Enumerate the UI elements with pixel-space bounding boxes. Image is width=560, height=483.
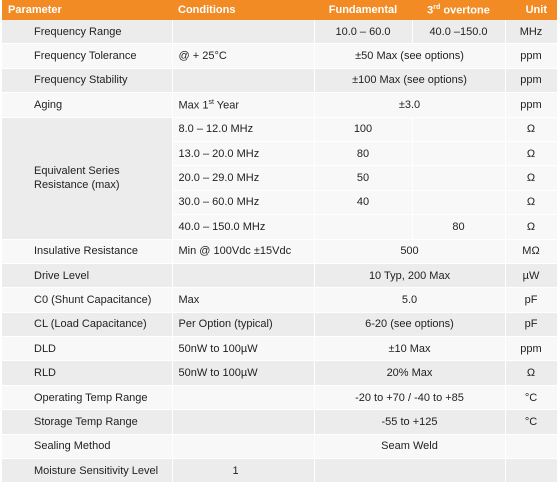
row-cond: Min @ 100Vdc ±15Vdc [172, 239, 314, 263]
header-row [2, 0, 557, 20]
overtone-number: 3 [427, 4, 434, 17]
row-value: ±100 Max (see options) [314, 68, 505, 92]
aging-cond-sup: st [208, 98, 214, 106]
header-unit: Unit [505, 0, 557, 20]
row-unit: ppm [505, 68, 557, 92]
row-param: RLD [2, 361, 172, 385]
row-param: Equivalent Series Resistance (max) [2, 117, 172, 239]
row-value: 20% Max [314, 361, 505, 385]
row-cond [172, 68, 314, 92]
esr-fund: 40 [314, 190, 412, 214]
esr-cond: 40.0 – 150.0 MHz [172, 215, 314, 239]
esr-cond: 20.0 – 29.0 MHz [172, 166, 314, 190]
header-conditions: Conditions [172, 0, 314, 20]
row-cond: Max [172, 288, 314, 312]
row-unit: ppm [505, 44, 557, 68]
esr-fund: 100 [314, 117, 412, 141]
row-value: ±3.0 [314, 93, 505, 117]
esr-over: 80 [412, 215, 505, 239]
esr-unit: Ω [505, 215, 557, 239]
header-fundamental: Fundamental [314, 0, 412, 20]
table-row [2, 385, 557, 409]
row-param: Frequency Stability [2, 68, 172, 92]
row-param: Frequency Tolerance [2, 44, 172, 68]
row-param: C0 (Shunt Capacitance) [2, 288, 172, 312]
spec-table [2, 0, 558, 483]
esr-unit: Ω [505, 190, 557, 214]
row-cond [172, 434, 314, 458]
table-row [2, 288, 557, 312]
row-unit: Ω [505, 361, 557, 385]
row-value: -55 to +125 [314, 410, 505, 434]
row-value [314, 459, 505, 483]
row-cond: 1 [172, 459, 314, 483]
row-param: Aging [2, 93, 172, 117]
table-row [2, 361, 557, 385]
row-param: Operating Temp Range [2, 385, 172, 409]
row-value: ±50 Max (see options) [314, 44, 505, 68]
row-cond: 50nW to 100µW [172, 361, 314, 385]
row-unit: °C [505, 385, 557, 409]
row-param: Insulative Resistance [2, 239, 172, 263]
aging-cond-post: Year [213, 99, 240, 112]
table-row [2, 459, 557, 483]
row-param: Storage Temp Range [2, 410, 172, 434]
table-row [2, 20, 557, 44]
row-value: 500 [314, 239, 505, 263]
row-value: Seam Weld [314, 434, 505, 458]
row-cond [172, 263, 314, 287]
row-unit: pF [505, 312, 557, 336]
row-param: Sealing Method [2, 434, 172, 458]
esr-unit: Ω [505, 117, 557, 141]
overtone-word: overtone [440, 4, 490, 17]
row-unit [505, 434, 557, 458]
overtone-suffix: rd [433, 3, 441, 11]
row-unit: ppm [505, 93, 557, 117]
row-value: 6-20 (see options) [314, 312, 505, 336]
esr-unit: Ω [505, 141, 557, 165]
esr-cond: 13.0 – 20.0 MHz [172, 141, 314, 165]
esr-unit: Ω [505, 166, 557, 190]
row-unit: µW [505, 263, 557, 287]
row-value: 5.0 [314, 288, 505, 312]
row-cond: @ + 25°C [172, 44, 314, 68]
esr-over [412, 117, 505, 141]
row-param: DLD [2, 337, 172, 361]
row-cond [172, 410, 314, 434]
row-cond: 50nW to 100µW [172, 337, 314, 361]
row-param: Moisture Sensitivity Level [2, 459, 172, 483]
row-unit: MHz [505, 20, 557, 44]
esr-fund [314, 215, 412, 239]
row-cond [172, 385, 314, 409]
table-row [2, 312, 557, 336]
header-overtone [412, 0, 505, 20]
row-value: ±10 Max [314, 337, 505, 361]
row-value: 10 Typ, 200 Max [314, 263, 505, 287]
esr-cond: 30.0 – 60.0 MHz [172, 190, 314, 214]
row-unit: °C [505, 410, 557, 434]
row-value: -20 to +70 / -40 to +85 [314, 385, 505, 409]
esr-over [412, 166, 505, 190]
aging-cond-text: Max 1 [178, 99, 209, 112]
esr-over [412, 141, 505, 165]
row-param: Drive Level [2, 263, 172, 287]
table-row [2, 410, 557, 434]
row-unit: ppm [505, 337, 557, 361]
table-row [2, 93, 557, 117]
row-unit: pF [505, 288, 557, 312]
table-row [2, 337, 557, 361]
row-unit [505, 459, 557, 483]
esr-cond: 8.0 – 12.0 MHz [172, 117, 314, 141]
table-row [2, 263, 557, 287]
table-row [2, 239, 557, 263]
header-parameter: Parameter [2, 0, 172, 20]
row-param: Frequency Range [2, 20, 172, 44]
row-cond: Per Option (typical) [172, 312, 314, 336]
row-unit: MΩ [505, 239, 557, 263]
row-cond [172, 20, 314, 44]
table-row [2, 434, 557, 458]
esr-fund: 80 [314, 141, 412, 165]
esr-row [2, 117, 557, 141]
table-row [2, 68, 557, 92]
esr-over [412, 190, 505, 214]
table-row [2, 44, 557, 68]
row-param: CL (Load Capacitance) [2, 312, 172, 336]
esr-fund: 50 [314, 166, 412, 190]
row-fund: 10.0 – 60.0 [314, 20, 412, 44]
row-over: 40.0 –150.0 [412, 20, 505, 44]
row-cond [172, 93, 314, 117]
